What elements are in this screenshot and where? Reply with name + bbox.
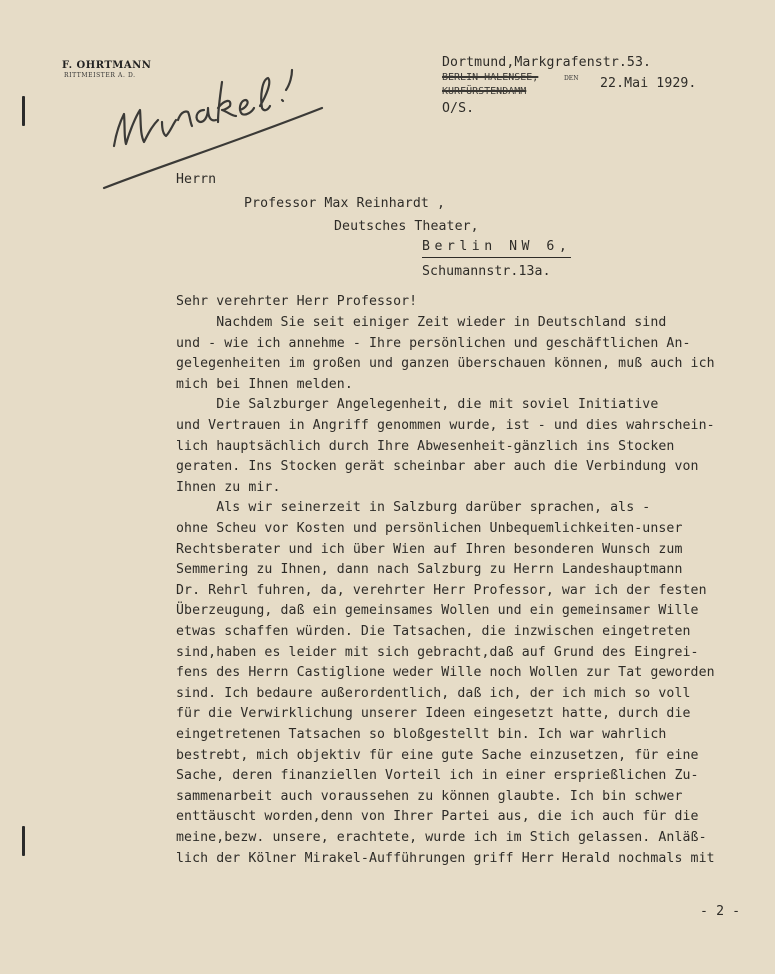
letter-body-line: Als wir seinerzeit in Salzburg darüber sprachen, als - [176, 500, 651, 516]
recipient-institution: Deutsches Theater, [334, 219, 479, 234]
sender-address: Dortmund,Markgrafenstr.53. [442, 55, 652, 70]
letter-body-line: geraten. Ins Stocken gerät scheinbar aber auch die Verbindung von [176, 459, 699, 475]
letter-body-line: ohne Scheu vor Kosten und persönlichen Unbequemlichkeiten-unser [176, 521, 683, 536]
letter-body-line: bestrebt, mich objektiv für eine gute Sache einzusetzen, für eine [176, 747, 699, 763]
letter-date: 22.Mai 1929. [600, 76, 697, 91]
letter-body-line: und Vertrauen in Angriff genommen wurde, ist - und dies wahrschein- [176, 418, 715, 433]
letter-body-line: fens des Herrn Castiglione weder Wille noch Wollen zur Tat geworden [176, 665, 715, 681]
letter-body-line: lich hauptsächlich durch Ihre Abwesenheit-gänzlich ins Stocken [176, 438, 675, 454]
letter-body-line: Sache, deren finanziellen Vorteil ich in einer ersprießlichen Zu- [176, 768, 699, 784]
letter-body-line: Nachdem Sie seit einiger Zeit wieder in Deutschland sind [176, 315, 667, 330]
recipient-salutation: Herrn [176, 172, 217, 187]
punch-mark-bottom [22, 826, 25, 856]
letter-body-line: mich bei Ihnen melden. [176, 376, 353, 392]
letter-body-line: meine,bezw. unsere, erachtete, wurde ich im Stich gelassen. Anläß- [176, 830, 707, 845]
letter-body-line: Ihnen zu mir. [176, 479, 281, 495]
recipient-street: Schumannstr.13a. [422, 264, 551, 279]
letter-body-line: sammenarbeit auch voraussehen zu können glaubte. Ich bin schwer [176, 788, 683, 804]
letterhead-rank: RITTMEISTER A. D. [64, 72, 136, 79]
letter-body-line: und - wie ich annehme - Ihre persönlichen und geschäftlichen An- [176, 335, 691, 351]
reference-code: O/S. [442, 101, 475, 116]
letter-body-line: Überzeugung, daß ein gemeinsames Wollen und ein gemeinsamer Wille [176, 603, 699, 619]
letter-body-line: sind,haben es leider mit sich gebracht,daß auf Grund des Eingrei- [176, 644, 699, 660]
letter-body-line: Dr. Rehrl fuhren, da, verehrter Herr Professor, war ich der festen [176, 582, 707, 598]
struck-original-street: KURFÜRSTENDAMM [442, 86, 527, 97]
page-marker: - 2 - [700, 904, 741, 919]
letter-body-line: Semmering zu Ihnen, dann nach Salzburg zu Herrn Landeshauptmann [176, 562, 683, 578]
letter-body-line: lich der Kölner Mirakel-Aufführungen griff Herr Herald nochmals mit [176, 850, 715, 866]
letter-body-line: etwas schaffen würden. Die Tatsachen, die inzwischen eingetreten [176, 624, 691, 639]
punch-mark-top [22, 96, 25, 126]
letterhead-name: F. OHRTMANN [62, 60, 152, 71]
recipient-city: Berlin NW 6, [422, 239, 571, 258]
den-label: DEN [564, 75, 579, 82]
letter-body-line: enttäuscht worden,denn von Ihrer Partei aus, die ich auch für die [176, 809, 699, 825]
letter-body-line: Rechtsberater und ich über Wien auf Ihren besonderen Wunsch zum [176, 541, 683, 557]
recipient-name: Professor Max Reinhardt , [244, 196, 445, 211]
letter-body-line: eingetretenen Tatsachen so bloßgestellt bin. Ich war wahrlich [176, 727, 667, 742]
letter-greeting: Sehr verehrter Herr Professor! [176, 294, 418, 309]
letter-body-line: sind. Ich bedaure außerordentlich, daß ich, der ich mich so voll [176, 685, 691, 701]
letter-body-line: gelegenheiten im großen und ganzen überschauen können, muß auch ich [176, 356, 715, 372]
letter-body-line: für die Verwirklichung unserer Ideen eingesetzt hatte, durch die [176, 706, 691, 722]
letter-body-line: Die Salzburger Angelegenheit, die mit soviel Initiative [176, 397, 659, 413]
struck-original-city: BERLIN-HALENSEE, [442, 72, 539, 83]
